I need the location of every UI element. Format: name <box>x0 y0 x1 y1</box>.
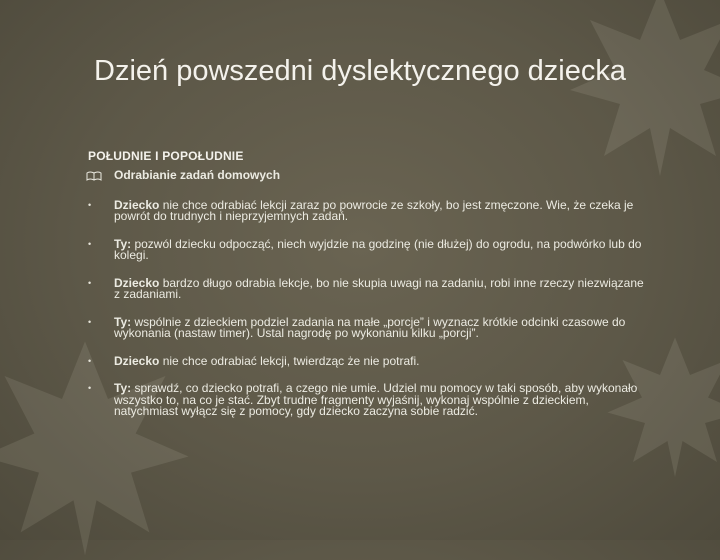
item-label: Dziecko <box>114 197 160 212</box>
list-item <box>86 353 646 368</box>
bullet-icon: • <box>88 199 92 210</box>
list-item <box>86 314 646 340</box>
bullet-icon: • <box>88 383 92 393</box>
list-item <box>86 197 646 223</box>
item-label: Ty: <box>114 236 132 251</box>
item-text: bardzo długo odrabia lekcje, bo nie skupia uwagi na zadaniu, robi inne rzeczy niezwiązane z zadaniami. <box>114 275 644 301</box>
item-text: nie chce odrabiać lekcji zaraz po powrocie ze szkoły, bo jest zmęczone. Wie, że czeka je powrót do trudnych i nieprzyjemnych zadań. <box>114 197 634 223</box>
list-item <box>86 275 646 301</box>
item-text: pozwól dziecku odpocząć, niech wyjdzie na godzinę (nie dłużej) do ogrodu, na podwórko lub do kolegi. <box>114 236 642 262</box>
section-heading: POŁUDNIE I POPOŁUDNIE <box>88 149 244 163</box>
book-icon <box>86 170 98 186</box>
slide-title: Dzień powszedni dyslektycznego dziecka <box>94 55 626 87</box>
item-label: Ty: <box>114 314 132 329</box>
item-label: Ty: <box>114 381 132 395</box>
bullet-icon: • <box>88 238 92 249</box>
item-label: Dziecko <box>114 275 160 290</box>
item-label: Dziecko <box>114 353 160 368</box>
bullet-icon: • <box>88 355 92 366</box>
leaf-decoration-icon <box>560 0 720 180</box>
content-list <box>86 170 646 418</box>
list-item-lead <box>86 170 646 182</box>
lead-text: Odrabianie zadań domowych <box>114 168 281 182</box>
item-text: sprawdź, co dziecko potrafi, a czego nie umie. Udziel mu pomocy w taki sposób, aby wykonało wszystko to, na co je stać. Zbyt trudne fragmenty wyjaśnij, wykonaj wspólnie z dzieckiem, natychmiast wyłącz się z pomocy, gdy dziecko zaczyna sobie radzić. <box>114 381 638 418</box>
item-text: nie chce odrabiać lekcji, twierdząc że nie potrafi. <box>159 353 420 368</box>
bullet-icon: • <box>88 316 92 327</box>
list-item <box>86 383 646 418</box>
list-item <box>86 236 646 262</box>
item-text: wspólnie z dzieckiem podziel zadania na małe „porcje” i wyznacz krótkie odcinki czasowe do wykonania (nastaw timer). Ustal nagrodę po wykonaniu kilku „porcji”. <box>114 314 626 340</box>
bullet-icon: • <box>88 277 92 288</box>
